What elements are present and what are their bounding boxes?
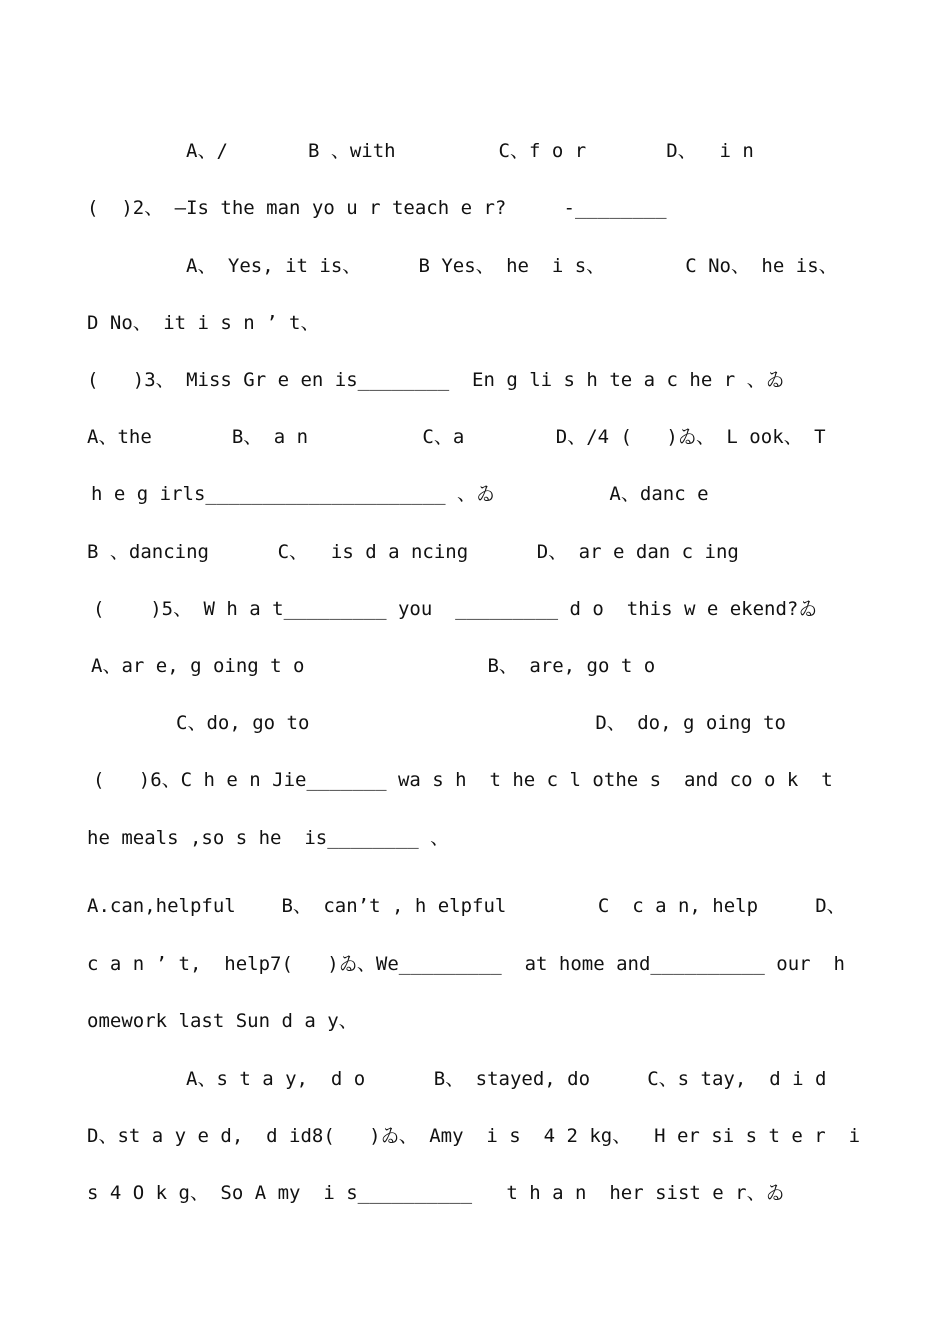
- q6-stem: ( )6、C h e n Jie_______ wa s h t he c l othe s and co o k t: [93, 769, 833, 791]
- q2-options: A、 Yes, it is、 B Yes、 he i s、 C No、 he is、: [186, 255, 838, 277]
- q3-options-q4-stem: A、the B、 a n C、a D、/4 ( )ゐ、 L ook、 T: [87, 426, 826, 448]
- q2-option-d: D No、 it i s n ’ t、: [87, 312, 320, 334]
- q6-options: A.can,helpful B、 can’t , h elpful C c a n, help D、: [87, 895, 846, 917]
- q7-stem-cont: omework last Sun d a y、: [87, 1010, 358, 1032]
- q5-stem: ( )5、 W h a t_________ you _________ d o this w e ekend?ゐ: [93, 598, 818, 620]
- q5-options-cd: C、do, go to D、 do, g oing to: [176, 712, 786, 734]
- q2-stem: ( )2、 —Is the man yo u r teach e r? -________: [87, 197, 667, 219]
- q1-options: A、/ B 、with C、f o r D、 i n: [186, 140, 754, 162]
- q6-stem-cont: he meals ,so s he is________ 、: [87, 827, 450, 849]
- q4-stem-cont: h e g irls_____________________ 、ゐ A、danc e: [91, 483, 709, 505]
- q3-stem: ( )3、 Miss Gr e en is________ En g li s h te a c he r 、ゐ: [87, 369, 785, 391]
- q4-options: B 、dancing C、 is d a ncing D、 ar e dan c ing: [87, 541, 739, 563]
- q5-options-ab: A、ar e, g oing t o B、 are, go t o: [91, 655, 656, 677]
- q8-stem-cont: s 4 O k g、 So A my i s__________ t h a n her sist e r、ゐ: [87, 1182, 785, 1204]
- q7-option-d-q8-stem: D、st a y e d, d id8( )ゐ、 Amy i s 4 2 kg、 H er si s t e r i: [87, 1125, 861, 1147]
- q7-options: A、s t a y, d o B、 stayed, do C、s tay, d i d: [186, 1068, 827, 1090]
- q6-option-d-q7-stem: c a n ’ t, help7( )ゐ、We_________ at home and__________ our h: [87, 953, 845, 975]
